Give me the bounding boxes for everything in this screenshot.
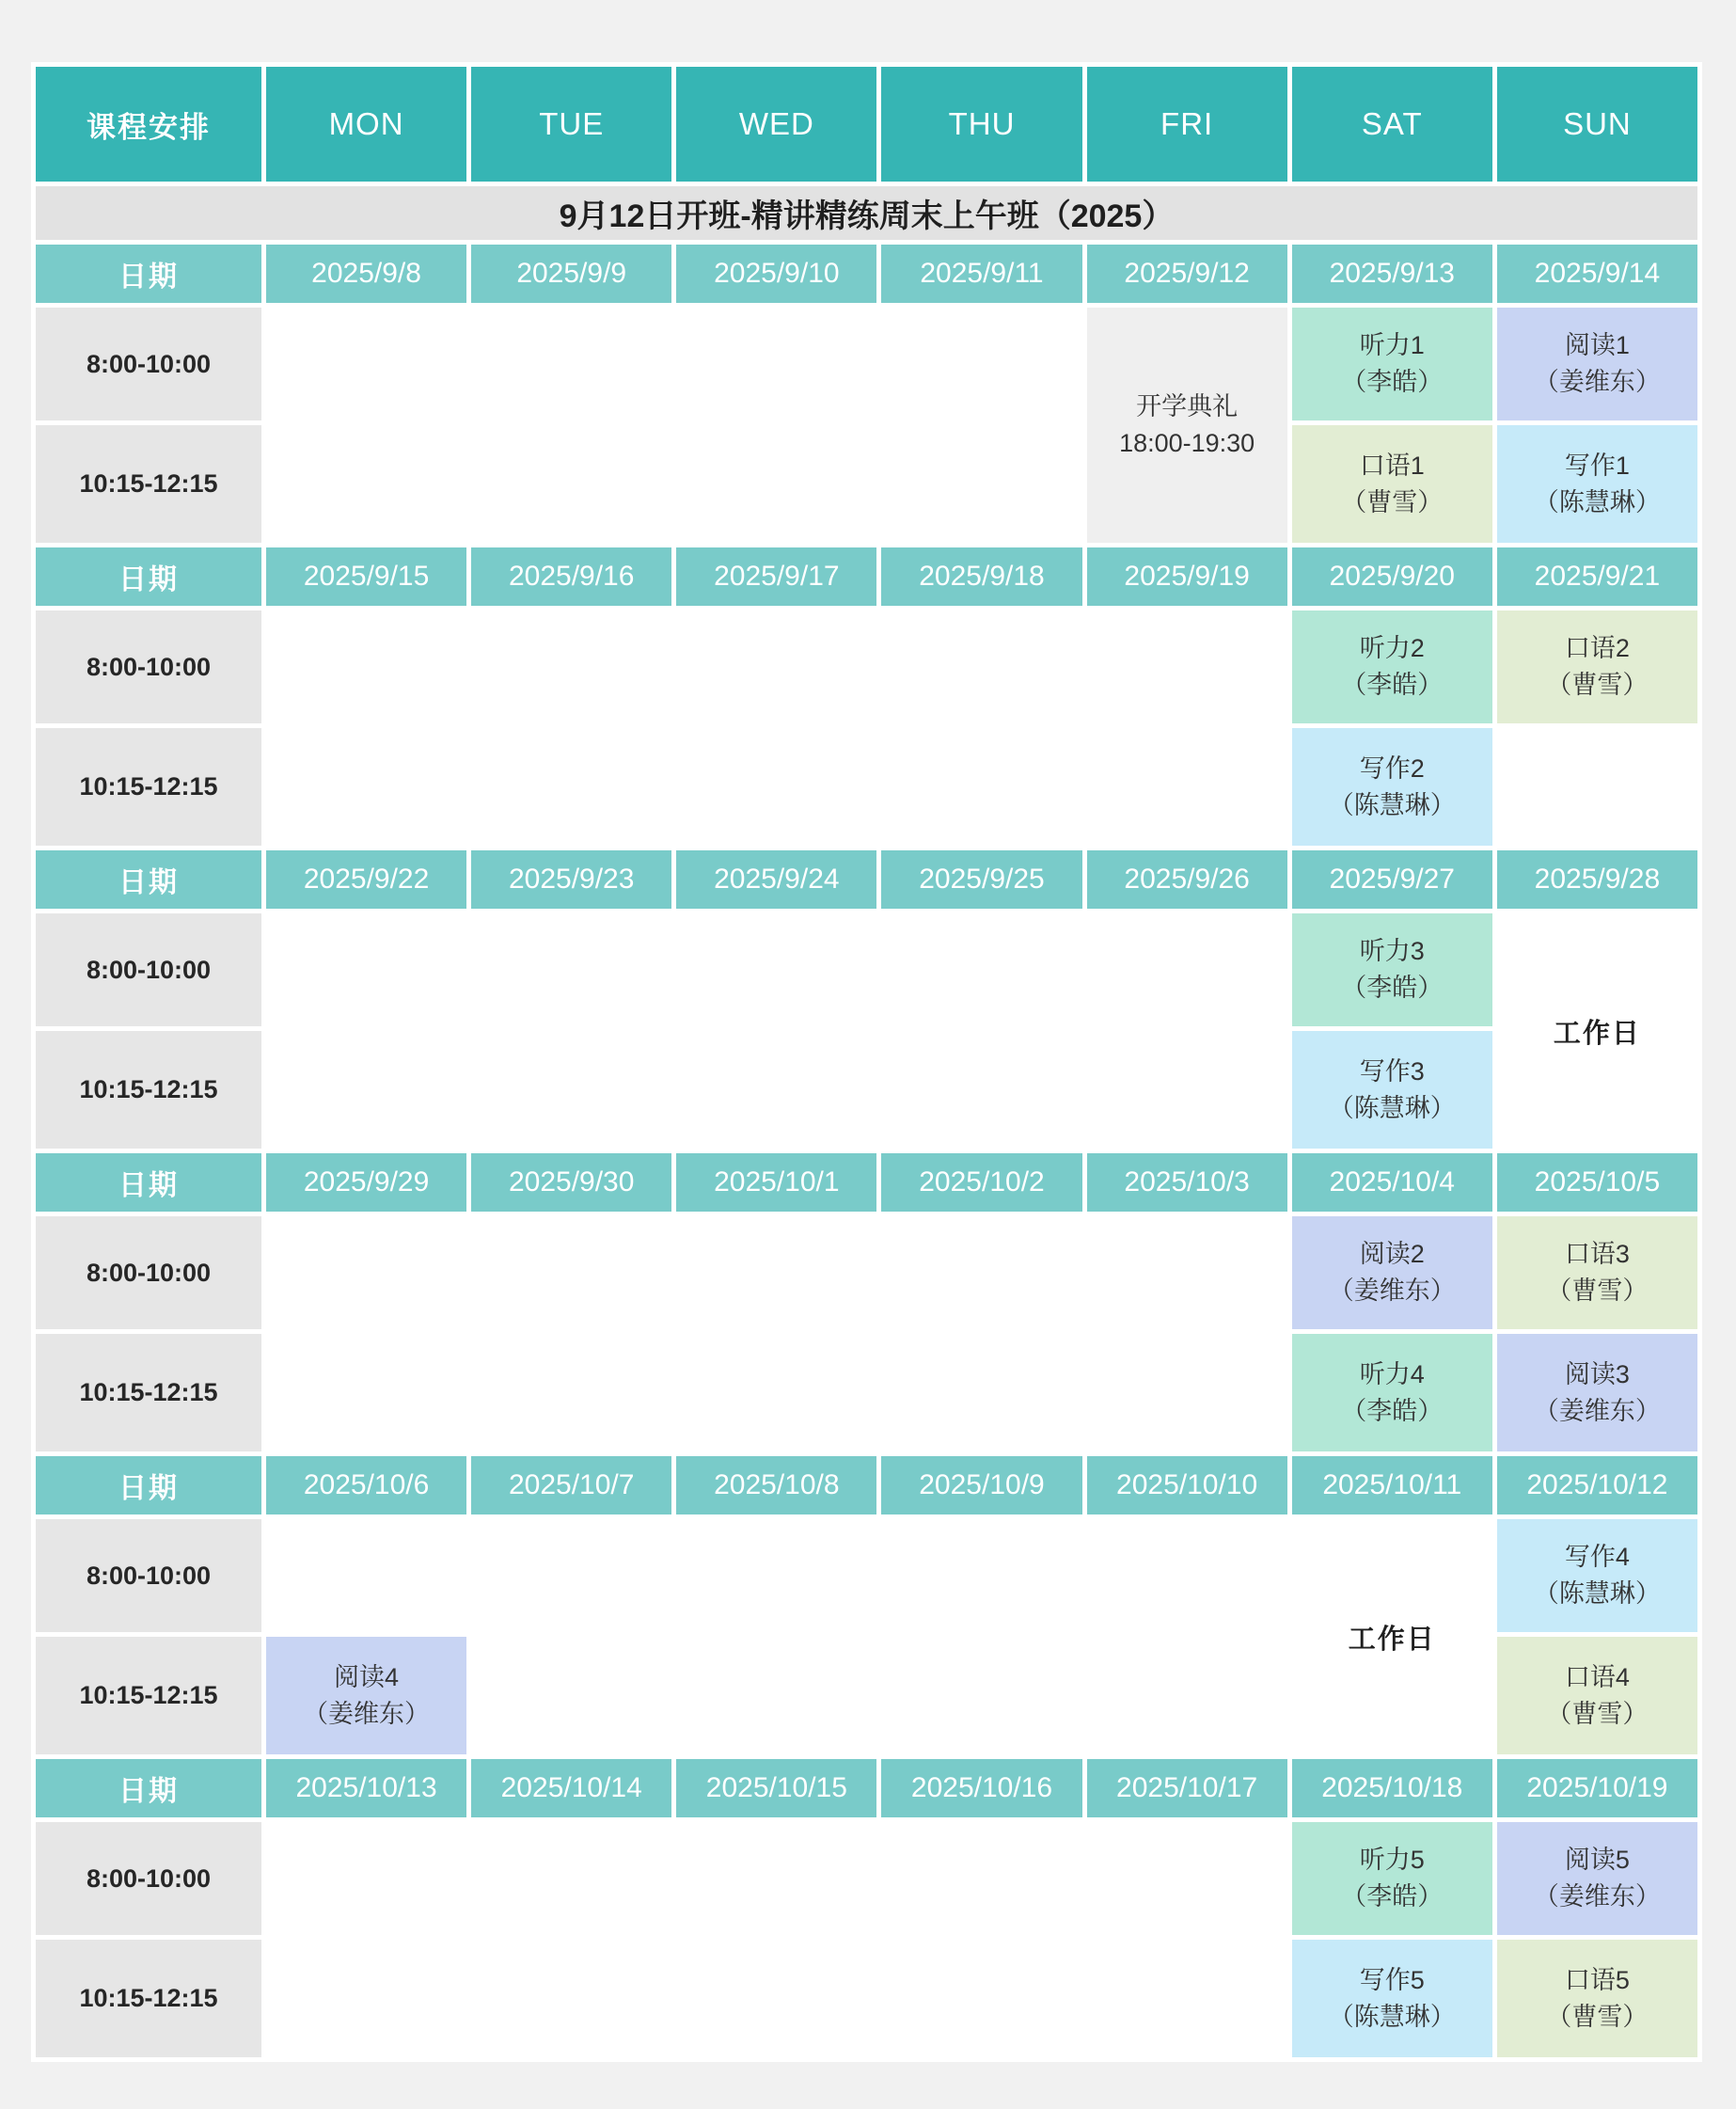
date-row-label: 日期 [36, 245, 261, 303]
workday-cell [1497, 913, 1697, 1149]
empty-cell [266, 1519, 466, 1632]
course-cell-reading [1292, 1216, 1492, 1329]
date-cell: 2025/10/14 [471, 1759, 671, 1817]
empty-cell [881, 1031, 1081, 1149]
empty-cell [1087, 1031, 1287, 1149]
course-name: 写作2 [1359, 753, 1425, 783]
course-teacher: （陈慧琳） [1533, 487, 1661, 516]
workday-text: 工作日 [1348, 1624, 1436, 1655]
empty-cell [471, 1940, 671, 2057]
header-day-wed: WED [676, 67, 876, 182]
header-day-sun: SUN [1497, 67, 1697, 182]
empty-cell [471, 1637, 671, 1754]
date-cell: 2025/10/6 [266, 1456, 466, 1514]
date-cell: 2025/9/25 [881, 850, 1081, 909]
course-cell-writing [1497, 425, 1697, 543]
empty-cell [266, 308, 466, 420]
course-name: 听力3 [1359, 937, 1425, 965]
empty-cell [881, 1940, 1081, 2057]
header-day-thu: THU [881, 67, 1081, 182]
workday-cell [1292, 1519, 1492, 1754]
date-cell: 2025/10/16 [881, 1759, 1081, 1817]
empty-cell [676, 913, 876, 1026]
empty-cell [1087, 610, 1287, 723]
empty-cell [471, 425, 671, 543]
course-name: 写作4 [1564, 1543, 1630, 1571]
course-name: 口语3 [1564, 1240, 1630, 1268]
date-cell: 2025/9/22 [266, 850, 466, 909]
course-name: 口语5 [1564, 1965, 1630, 1994]
course-teacher: （李皓） [1341, 1396, 1444, 1425]
course-name: 听力5 [1359, 1846, 1425, 1874]
course-cell-listening [1292, 308, 1492, 420]
empty-cell [471, 913, 671, 1026]
course-name: 听力4 [1359, 1359, 1425, 1388]
course-teacher: （李皓） [1341, 368, 1444, 396]
empty-cell [881, 1519, 1081, 1632]
empty-cell [266, 425, 466, 543]
date-cell: 2025/10/5 [1497, 1153, 1697, 1212]
time-label-cell: 10:15-12:15 [36, 1637, 261, 1754]
date-cell: 2025/9/19 [1087, 547, 1287, 606]
course-teacher: （姜维东） [1328, 1276, 1456, 1305]
date-cell: 2025/10/10 [1087, 1456, 1287, 1514]
time-label-cell: 8:00-10:00 [36, 913, 261, 1026]
course-name: 阅读5 [1564, 1846, 1630, 1874]
course-cell-reading [1497, 308, 1697, 420]
course-cell-writing [1497, 1519, 1697, 1632]
date-cell: 2025/9/9 [471, 245, 671, 303]
date-cell: 2025/9/21 [1497, 547, 1697, 606]
date-cell: 2025/10/18 [1292, 1759, 1492, 1817]
time-label-cell: 8:00-10:00 [36, 1822, 261, 1935]
course-name: 口语2 [1564, 634, 1630, 662]
header-day-sat: SAT [1292, 67, 1492, 182]
course-cell-writing [1292, 1940, 1492, 2057]
empty-cell [881, 425, 1081, 543]
course-teacher: （陈慧琳） [1328, 1093, 1456, 1122]
empty-cell [266, 913, 466, 1026]
date-cell: 2025/9/30 [471, 1153, 671, 1212]
empty-cell [1087, 913, 1287, 1026]
date-row-label: 日期 [36, 1456, 261, 1514]
course-cell-reading [1497, 1822, 1697, 1935]
time-label-cell: 10:15-12:15 [36, 1031, 261, 1149]
course-teacher: （曹雪） [1341, 487, 1444, 516]
date-cell: 2025/9/8 [266, 245, 466, 303]
empty-cell [881, 1334, 1081, 1451]
course-teacher: （曹雪） [1546, 1699, 1649, 1728]
date-cell: 2025/9/12 [1087, 245, 1287, 303]
date-cell: 2025/9/26 [1087, 850, 1287, 909]
course-cell-reading [1497, 1334, 1697, 1451]
date-cell: 2025/9/13 [1292, 245, 1492, 303]
empty-cell [471, 1334, 671, 1451]
empty-cell [471, 1216, 671, 1329]
empty-cell [676, 1822, 876, 1935]
date-cell: 2025/9/29 [266, 1153, 466, 1212]
empty-cell [676, 610, 876, 723]
date-cell: 2025/10/13 [266, 1759, 466, 1817]
date-cell: 2025/10/15 [676, 1759, 876, 1817]
empty-cell [881, 728, 1081, 846]
course-teacher: （李皓） [1341, 671, 1444, 699]
course-teacher: （曹雪） [1546, 671, 1649, 699]
course-teacher: （曹雪） [1546, 2002, 1649, 2031]
date-cell: 2025/10/7 [471, 1456, 671, 1514]
course-name: 阅读2 [1359, 1240, 1425, 1268]
header-day-fri: FRI [1087, 67, 1287, 182]
course-cell-speaking [1497, 1216, 1697, 1329]
date-cell: 2025/9/10 [676, 245, 876, 303]
empty-cell [471, 728, 671, 846]
empty-cell [471, 1822, 671, 1935]
empty-cell [676, 1940, 876, 2057]
date-cell: 2025/9/28 [1497, 850, 1697, 909]
time-label-cell: 10:15-12:15 [36, 728, 261, 846]
date-cell: 2025/10/17 [1087, 1759, 1287, 1817]
empty-cell [881, 1216, 1081, 1329]
date-cell: 2025/10/2 [881, 1153, 1081, 1212]
course-teacher: （李皓） [1341, 1882, 1444, 1911]
time-label-cell: 8:00-10:00 [36, 1216, 261, 1329]
course-teacher: （姜维东） [303, 1699, 431, 1728]
date-cell: 2025/10/19 [1497, 1759, 1697, 1817]
time-label-cell: 10:15-12:15 [36, 425, 261, 543]
empty-cell [1087, 1519, 1287, 1632]
course-teacher: （姜维东） [1533, 1396, 1661, 1425]
date-cell: 2025/10/11 [1292, 1456, 1492, 1514]
date-cell: 2025/10/12 [1497, 1456, 1697, 1514]
course-name: 写作1 [1564, 451, 1630, 480]
header-corner-cell: 课程安排 [36, 67, 261, 182]
time-label-cell: 8:00-10:00 [36, 308, 261, 420]
empty-cell [676, 1031, 876, 1149]
course-teacher: （李皓） [1341, 974, 1444, 1002]
empty-cell [1087, 728, 1287, 846]
course-cell-listening [1292, 913, 1492, 1026]
date-cell: 2025/10/1 [676, 1153, 876, 1212]
course-cell-listening [1292, 1334, 1492, 1451]
date-row-label: 日期 [36, 850, 261, 909]
course-teacher: （曹雪） [1546, 1276, 1649, 1305]
time-label-cell: 8:00-10:00 [36, 1519, 261, 1632]
date-cell: 2025/9/27 [1292, 850, 1492, 909]
course-cell-listening [1292, 1822, 1492, 1935]
empty-cell [471, 1519, 671, 1632]
course-cell-speaking [1497, 1637, 1697, 1754]
date-cell: 2025/9/20 [1292, 547, 1492, 606]
time-label-cell: 10:15-12:15 [36, 1334, 261, 1451]
date-cell: 2025/9/15 [266, 547, 466, 606]
event-cell [1087, 308, 1287, 543]
date-cell: 2025/9/24 [676, 850, 876, 909]
course-name: 写作5 [1359, 1965, 1425, 1994]
empty-cell [471, 610, 671, 723]
date-cell: 2025/10/3 [1087, 1153, 1287, 1212]
date-cell: 2025/9/16 [471, 547, 671, 606]
header-day-tue: TUE [471, 67, 671, 182]
course-teacher: （姜维东） [1533, 368, 1661, 396]
empty-cell [676, 1334, 876, 1451]
date-cell: 2025/10/9 [881, 1456, 1081, 1514]
course-name: 听力1 [1359, 331, 1425, 359]
course-name: 口语4 [1564, 1662, 1630, 1691]
empty-cell [676, 308, 876, 420]
schedule-grid [36, 67, 1697, 2057]
course-teacher: （陈慧琳） [1328, 2002, 1456, 2031]
course-cell-reading [266, 1637, 466, 1754]
course-name: 阅读3 [1564, 1359, 1630, 1388]
date-cell: 2025/9/18 [881, 547, 1081, 606]
course-name: 口语1 [1359, 451, 1425, 480]
time-label-cell: 8:00-10:00 [36, 610, 261, 723]
empty-cell [1087, 1822, 1287, 1935]
empty-cell [266, 610, 466, 723]
empty-cell [676, 728, 876, 846]
empty-cell [266, 1822, 466, 1935]
empty-cell [266, 1940, 466, 2057]
course-cell-speaking [1497, 1940, 1697, 2057]
course-name: 听力2 [1359, 634, 1425, 662]
course-teacher: （陈慧琳） [1328, 790, 1456, 819]
course-cell-speaking [1497, 610, 1697, 723]
empty-cell [266, 1334, 466, 1451]
event-text: 开学典礼 [1136, 392, 1239, 420]
empty-cell [881, 913, 1081, 1026]
empty-cell [1087, 1216, 1287, 1329]
course-teacher: （陈慧琳） [1533, 1579, 1661, 1608]
empty-cell [676, 1216, 876, 1329]
course-cell-speaking [1292, 425, 1492, 543]
empty-cell [881, 1822, 1081, 1935]
course-cell-listening [1292, 610, 1492, 723]
course-name: 写作3 [1359, 1056, 1425, 1086]
course-name: 阅读4 [334, 1662, 400, 1691]
date-cell: 2025/9/17 [676, 547, 876, 606]
header-day-mon: MON [266, 67, 466, 182]
date-cell: 2025/9/11 [881, 245, 1081, 303]
empty-cell [1087, 1334, 1287, 1451]
date-cell: 2025/10/4 [1292, 1153, 1492, 1212]
event-text: 18:00-19:30 [1119, 429, 1255, 457]
empty-cell [676, 1637, 876, 1754]
date-row-label: 日期 [36, 1153, 261, 1212]
empty-cell [881, 308, 1081, 420]
empty-cell [1087, 1637, 1287, 1754]
date-row-label: 日期 [36, 547, 261, 606]
empty-cell [676, 425, 876, 543]
course-teacher: （姜维东） [1533, 1882, 1661, 1911]
course-cell-writing [1292, 1031, 1492, 1149]
empty-cell [881, 610, 1081, 723]
date-row-label: 日期 [36, 1759, 261, 1817]
course-cell-writing [1292, 728, 1492, 846]
course-name: 阅读1 [1564, 331, 1630, 359]
empty-cell [471, 1031, 671, 1149]
empty-cell [1497, 728, 1697, 846]
empty-cell [1087, 1940, 1287, 2057]
empty-cell [881, 1637, 1081, 1754]
empty-cell [471, 308, 671, 420]
date-cell: 2025/9/23 [471, 850, 671, 909]
empty-cell [266, 1031, 466, 1149]
schedule-table [31, 62, 1702, 2062]
empty-cell [266, 728, 466, 846]
workday-text: 工作日 [1553, 1018, 1641, 1049]
class-title: 9月12日开班-精讲精练周末上午班（2025） [36, 186, 1697, 240]
date-cell: 2025/10/8 [676, 1456, 876, 1514]
time-label-cell: 10:15-12:15 [36, 1940, 261, 2057]
empty-cell [676, 1519, 876, 1632]
date-cell: 2025/9/14 [1497, 245, 1697, 303]
empty-cell [266, 1216, 466, 1329]
